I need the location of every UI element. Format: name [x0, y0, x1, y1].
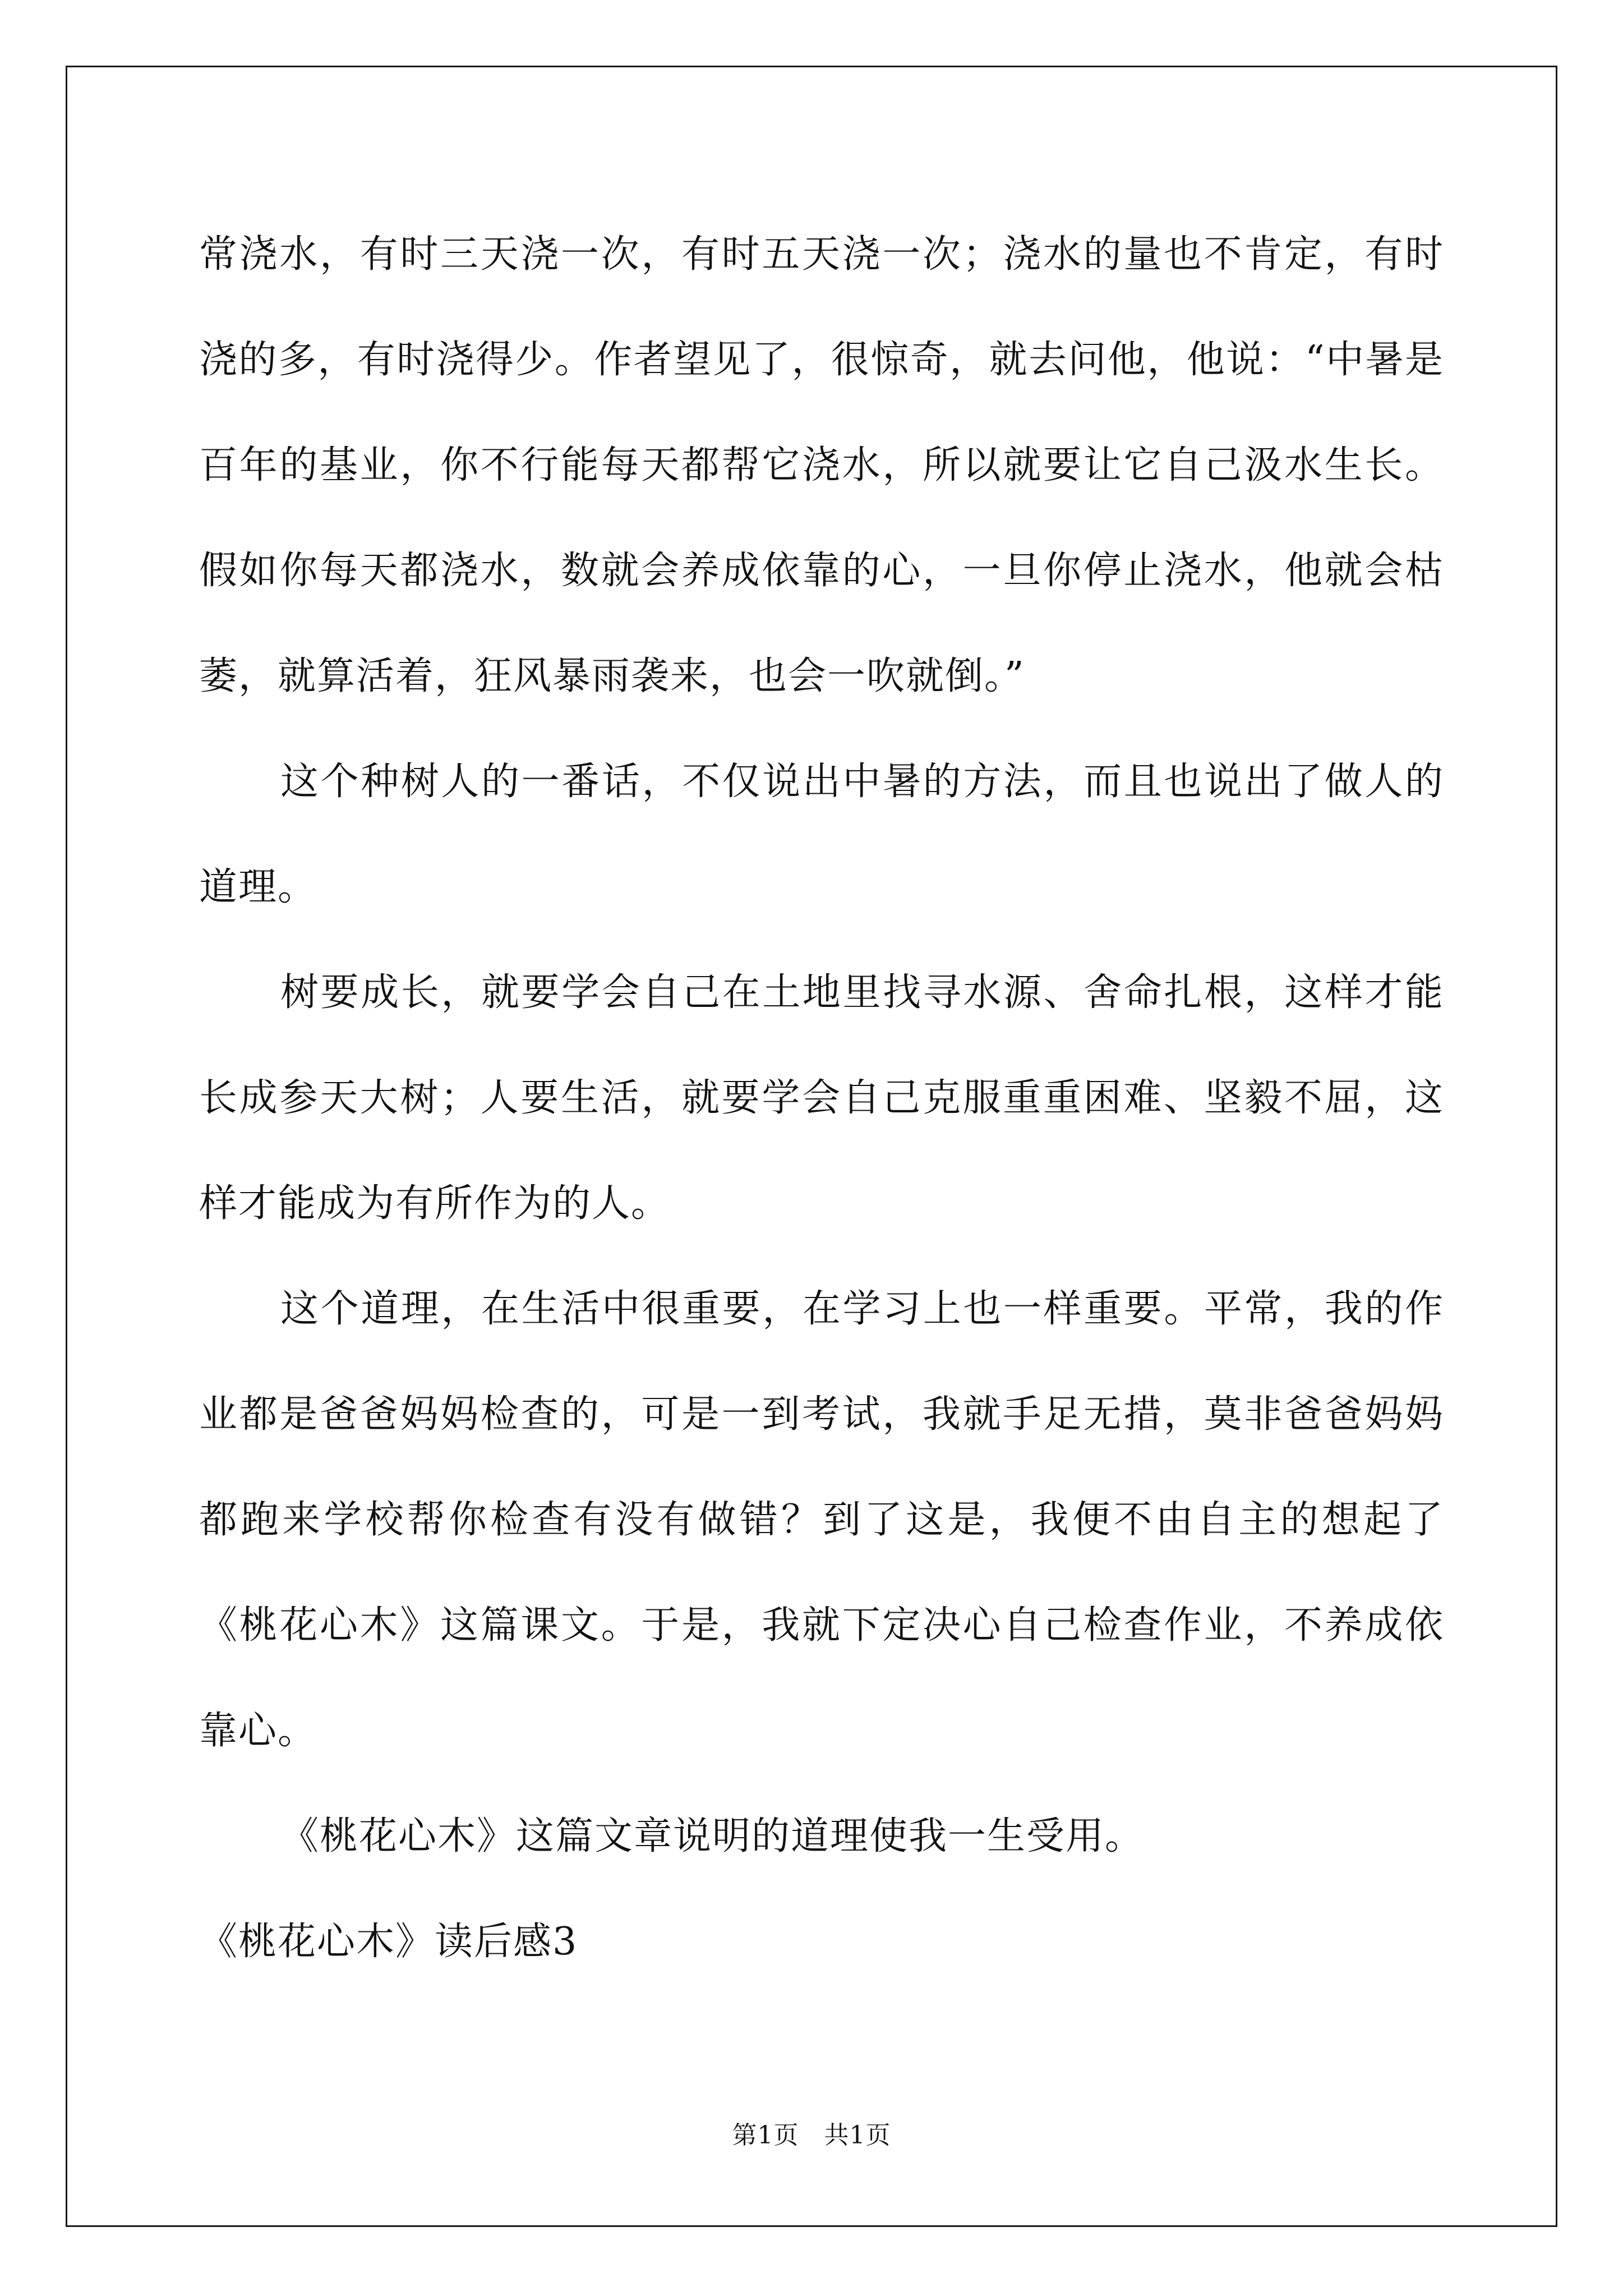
paragraph-4: 这个道理，在生活中很重要，在学习上也一样重要。平常，我的作业都是爸爸妈妈检查的，可是一到考试，我就手足无措，莫非爸爸妈妈都跑来学校帮你检查有没有做错？到了这是，我便不由自主的想起了《桃花心木》这篇课文。于是，我就下定决心自己检查作业，不养成依靠心。: [199, 1287, 1444, 1753]
document-body: [199, 202, 1444, 1995]
page-number-footer: 第1页 共1页: [732, 2121, 891, 2150]
section-heading: 《桃花心木》读后感3: [199, 1920, 578, 1964]
paragraph-2: 这个种树人的一番话，不仅说出中暑的方法，而且也说出了做人的道理。: [199, 760, 1444, 909]
paragraph-3: 树要成长，就要学会自己在土地里找寻水源、舍命扎根，这样才能长成参天大树；人要生活，就要学会自己克服重重困难、坚毅不屈，这样才能成为有所作为的人。: [199, 970, 1444, 1226]
paragraph-5: 《桃花心木》这篇文章说明的道理使我一生受用。: [280, 1814, 1145, 1858]
paragraph-1: 常浇水，有时三天浇一次，有时五天浇一次；浇水的量也不肯定，有时浇的多，有时浇得少。作者望见了，很惊奇，就去问他，他说：“中暑是百年的基业，你不行能每天都帮它浇水，所以就要让它自己汲水生长。假如你每天都浇水，数就会养成依靠的心，一旦你停止浇水，他就会枯萎，就算活着，狂风暴雨袭来，也会一吹就倒。”: [199, 232, 1444, 698]
